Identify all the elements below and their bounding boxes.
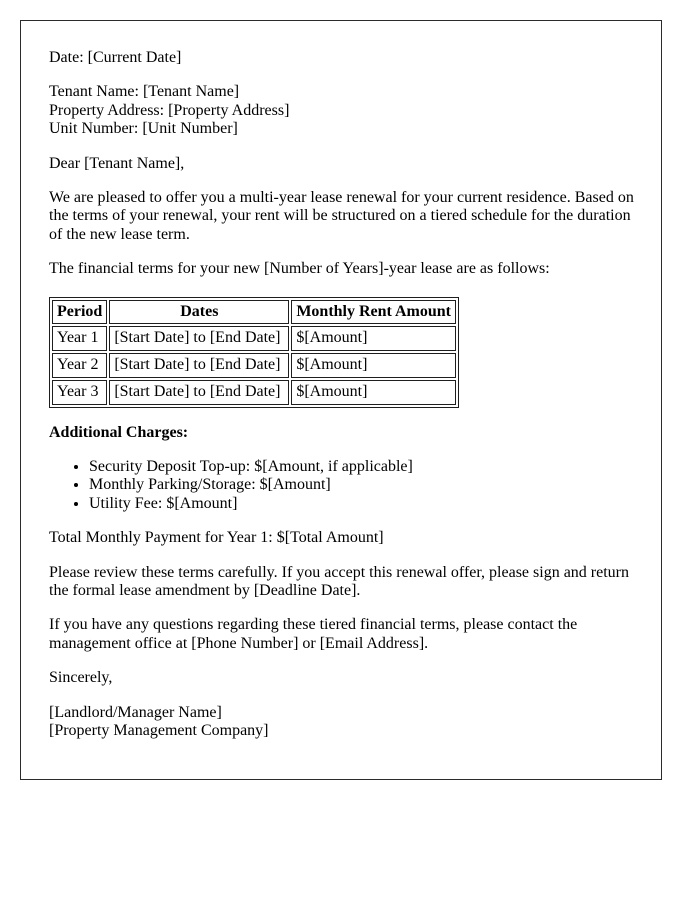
salutation: Dear [Tenant Name], <box>49 154 185 172</box>
questions-paragraph: If you have any questions regarding these tiered financial terms, please contact the management office at [Phone Number] or [Email Address]. <box>49 616 578 652</box>
unit-number-line: Unit Number: [Unit Number] <box>49 120 238 138</box>
table-row <box>52 380 456 405</box>
signature-company: [Property Management Company] <box>49 722 269 739</box>
cell-rent: $[Amount] <box>291 353 456 378</box>
charge-item-parking-storage: • Monthly Parking/Storage: $[Amount] <box>89 476 635 494</box>
letter-page <box>20 20 662 780</box>
cell-period: Year 2 <box>52 353 107 378</box>
review-paragraph: Please review these terms carefully. If you accept this renewal offer, please sign and return the formal lease amendment by [Deadline Date]. <box>49 563 630 600</box>
signature-name: [Landlord/Manager Name] <box>49 703 222 721</box>
tenant-info-block <box>49 83 635 138</box>
closing: Sincerely, <box>49 669 113 687</box>
tenant-name-line: Tenant Name: [Tenant Name] <box>49 83 240 101</box>
table-row <box>52 353 456 378</box>
cell-dates: [Start Date] to [End Date] <box>109 326 289 351</box>
charge-item-security-deposit: • Security Deposit Top-up: $[Amount, if applicable] <box>89 458 635 476</box>
table-header-row <box>52 300 456 325</box>
cell-dates: [Start Date] to [End Date] <box>109 353 289 378</box>
property-address-line: Property Address: [Property Address] <box>49 101 290 119</box>
cell-rent: $[Amount] <box>291 326 456 351</box>
charges-list <box>49 458 635 513</box>
cell-dates: [Start Date] to [End Date] <box>109 380 289 405</box>
terms-intro: The financial terms for your new [Number of Years]-year lease are as follows: <box>49 260 550 278</box>
rent-schedule-table <box>49 297 459 408</box>
cell-period: Year 1 <box>52 326 107 351</box>
additional-charges-heading: Additional Charges: <box>49 423 189 441</box>
date-line: Date: [Current Date] <box>49 49 182 66</box>
charge-item-utility-fee: • Utility Fee: $[Amount] <box>89 495 635 513</box>
total-line: Total Monthly Payment for Year 1: $[Total Amount] <box>49 529 384 547</box>
col-header-dates: Dates <box>109 300 289 325</box>
intro-paragraph: We are pleased to offer you a multi-year lease renewal for your current residence. Based on the terms of your renewal, your rent will be structured on a tiered schedule for the duration of the new lease term. <box>49 188 634 243</box>
col-header-period: Period <box>52 300 107 325</box>
signature-block <box>49 704 635 741</box>
cell-period: Year 3 <box>52 380 107 405</box>
cell-rent: $[Amount] <box>291 380 456 405</box>
table-row <box>52 326 456 351</box>
col-header-monthly-rent: Monthly Rent Amount <box>291 300 456 325</box>
